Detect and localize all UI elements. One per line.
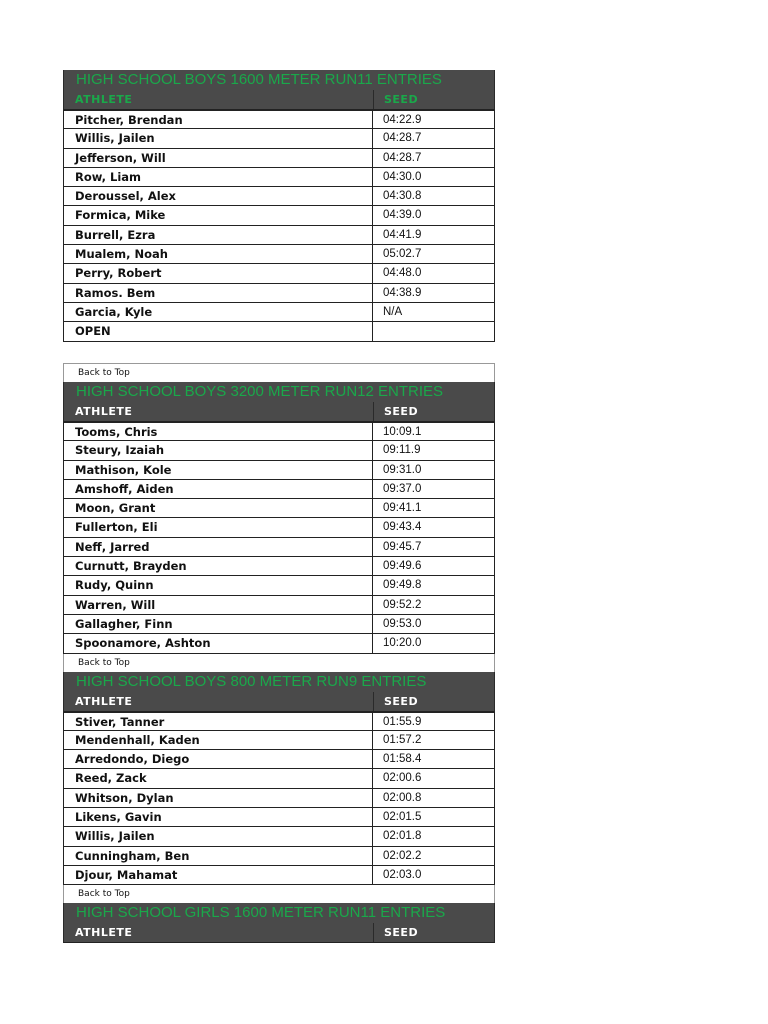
athlete-cell: Pitcher, Brendan	[64, 111, 373, 128]
seed-cell: 04:41.9	[383, 228, 422, 241]
table-row	[63, 187, 495, 206]
athlete-cell: Burrell, Ezra	[64, 226, 373, 244]
seed-cell: 01:58.4	[383, 753, 422, 766]
back-to-top-link[interactable]: Back to Top	[63, 885, 495, 903]
col-athlete-header: ATHLETE	[75, 926, 133, 940]
athlete-cell: Garcia, Kyle	[64, 303, 373, 321]
table-row	[63, 149, 495, 168]
table-header	[63, 402, 495, 422]
athlete-cell: Ramos. Bem	[64, 284, 373, 302]
seed-cell: 02:01.8	[383, 830, 422, 843]
table-row	[63, 245, 495, 264]
col-seed-header: SEED	[373, 923, 494, 942]
athlete-cell: Moon, Grant	[64, 499, 373, 517]
table-row	[63, 422, 495, 441]
seed-cell: 04:30.8	[383, 190, 422, 203]
athlete-cell: Whitson, Dylan	[64, 789, 373, 807]
table-row	[63, 634, 495, 653]
table-row	[63, 576, 495, 595]
seed-cell: 02:01.5	[383, 811, 422, 824]
section-title: HIGH SCHOOL GIRLS 1600 METER RUN11 ENTRIES	[63, 903, 495, 923]
table-row	[63, 615, 495, 634]
table-header	[63, 90, 495, 110]
table-row	[63, 789, 495, 808]
seed-cell: 09:43.4	[383, 521, 422, 534]
athlete-cell: OPEN	[64, 322, 373, 340]
table-row	[63, 769, 495, 788]
table-row	[63, 866, 495, 885]
section-boys-3200	[63, 363, 495, 943]
seed-cell: 09:45.7	[383, 540, 422, 553]
seed-cell: 02:00.6	[383, 772, 422, 785]
seed-cell: 09:52.2	[383, 598, 422, 611]
athlete-cell: Gallagher, Finn	[64, 615, 373, 633]
back-to-top-link[interactable]: Back to Top	[63, 654, 495, 672]
seed-cell: 09:53.0	[383, 617, 422, 630]
athlete-cell: Neff, Jarred	[64, 538, 373, 556]
col-athlete-header: ATHLETE	[75, 93, 133, 106]
table-header	[63, 692, 495, 712]
athlete-cell: Rudy, Quinn	[64, 576, 373, 594]
seed-cell: 02:03.0	[383, 868, 422, 881]
table-row	[63, 557, 495, 576]
seed-cell: 04:48.0	[383, 267, 422, 280]
table-row	[63, 538, 495, 557]
athlete-cell: Willis, Jailen	[64, 129, 373, 147]
athlete-cell: Warren, Will	[64, 596, 373, 614]
table-row	[63, 461, 495, 480]
seed-cell: 09:11.9	[383, 444, 421, 457]
table-row	[63, 284, 495, 303]
seed-cell: 04:28.7	[383, 151, 422, 164]
athlete-cell: Fullerton, Eli	[64, 518, 373, 536]
athlete-cell: Spoonamore, Ashton	[64, 634, 373, 652]
table-row	[63, 168, 495, 187]
table-header	[63, 923, 495, 943]
table-row	[63, 827, 495, 846]
table-row	[63, 518, 495, 537]
athlete-cell: Arredondo, Diego	[64, 750, 373, 768]
table-row	[63, 750, 495, 769]
table-row	[63, 206, 495, 225]
section-title: HIGH SCHOOL BOYS 800 METER RUN9 ENTRIES	[63, 672, 495, 692]
col-seed-header: SEED	[373, 402, 494, 421]
athlete-cell: Djour, Mahamat	[64, 866, 373, 884]
athlete-cell: Curnutt, Brayden	[64, 557, 373, 575]
athlete-cell: Willis, Jailen	[64, 827, 373, 845]
seed-cell: N/A	[383, 305, 403, 318]
table-row	[63, 110, 495, 129]
section-title: HIGH SCHOOL BOYS 1600 METER RUN11 ENTRIES	[63, 70, 495, 90]
athlete-cell: Reed, Zack	[64, 769, 373, 787]
seed-cell: 04:30.0	[383, 170, 422, 183]
athlete-cell: Cunningham, Ben	[64, 847, 373, 865]
table-row	[63, 226, 495, 245]
back-to-top-link[interactable]: Back to Top	[63, 363, 495, 382]
seed-cell: 02:00.8	[383, 791, 422, 804]
seed-cell: 09:49.8	[383, 579, 422, 592]
seed-cell: 09:41.1	[383, 502, 422, 515]
seed-cell: 04:28.7	[383, 132, 422, 145]
table-row	[63, 808, 495, 827]
athlete-cell: Jefferson, Will	[64, 149, 373, 167]
seed-cell: 09:37.0	[383, 482, 422, 495]
table-row	[63, 303, 495, 322]
col-athlete-header: ATHLETE	[75, 694, 133, 708]
seed-cell: 01:57.2	[383, 733, 422, 746]
seed-cell: 10:20.0	[383, 637, 422, 650]
table-row	[63, 441, 495, 460]
table-row	[63, 264, 495, 283]
table-row	[63, 322, 495, 341]
table-row	[63, 731, 495, 750]
table-row	[63, 129, 495, 148]
athlete-cell: Perry, Robert	[64, 264, 373, 282]
section-title: HIGH SCHOOL BOYS 3200 METER RUN12 ENTRIES	[63, 382, 495, 402]
table-row	[63, 596, 495, 615]
table-row	[63, 480, 495, 499]
table-row	[63, 847, 495, 866]
athlete-cell: Tooms, Chris	[64, 423, 373, 440]
table-row	[63, 712, 495, 731]
seed-cell: 04:38.9	[383, 286, 422, 299]
seed-cell: 10:09.1	[383, 426, 422, 438]
seed-cell: 05:02.7	[383, 248, 422, 261]
athlete-cell: Mendenhall, Kaden	[64, 731, 373, 749]
seed-cell	[373, 322, 494, 340]
seed-cell: 04:39.0	[383, 209, 422, 222]
col-seed-header: SEED	[373, 692, 494, 711]
athlete-cell: Row, Liam	[64, 168, 373, 186]
athlete-cell: Steury, Izaiah	[64, 441, 373, 459]
athlete-cell: Deroussel, Alex	[64, 187, 373, 205]
table-row	[63, 499, 495, 518]
seed-cell: 09:49.6	[383, 560, 422, 573]
athlete-cell: Formica, Mike	[64, 206, 373, 224]
athlete-cell: Stiver, Tanner	[64, 713, 373, 730]
athlete-cell: Mualem, Noah	[64, 245, 373, 263]
seed-cell: 01:55.9	[383, 715, 422, 728]
col-seed-header: SEED	[373, 90, 494, 109]
seed-cell: 04:22.9	[383, 114, 422, 126]
col-athlete-header: ATHLETE	[75, 405, 133, 418]
athlete-cell: Likens, Gavin	[64, 808, 373, 826]
seed-cell: 09:31.0	[383, 463, 422, 476]
seed-cell: 02:02.2	[383, 849, 422, 862]
section-boys-1600	[63, 70, 495, 342]
athlete-cell: Mathison, Kole	[64, 461, 373, 479]
athlete-cell: Amshoff, Aiden	[64, 480, 373, 498]
